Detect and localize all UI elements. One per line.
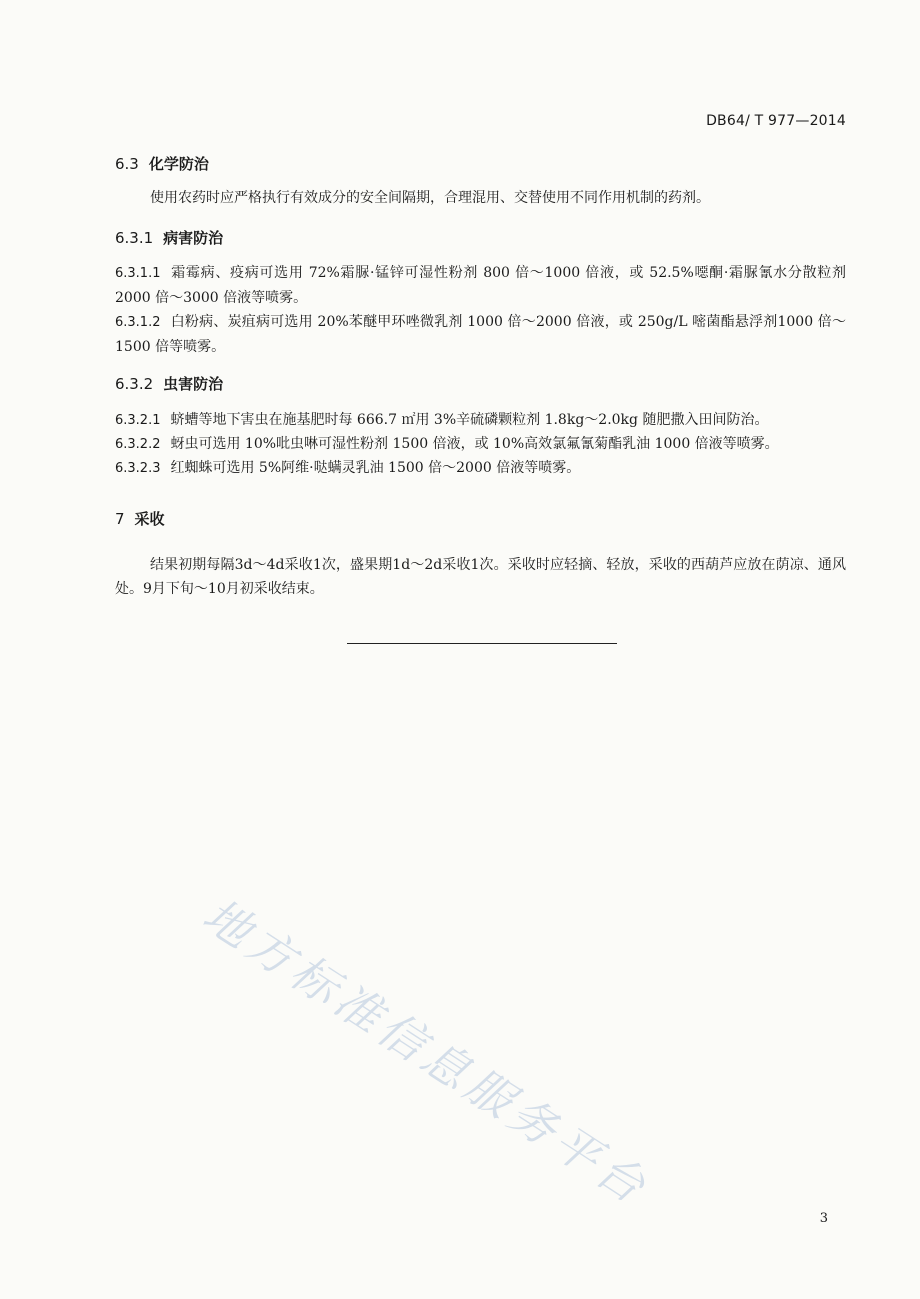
section-heading-7 (115, 508, 165, 529)
section-number: 6.3 (115, 155, 139, 173)
clause-number: 6.3.2.1 (115, 413, 161, 428)
paragraph-7: 结果初期每隔3d～4d采收1次，盛果期1d～2d采收1次。采收时应轻摘、轻放，采收的西葫芦应放在荫凉、通风处。9月下旬～10月初采收结束。 (115, 557, 846, 597)
section-title: 化学防治 (148, 155, 209, 173)
watermark: 地方标准信息服务平台 (193, 887, 660, 1217)
page-number: 3 (819, 1211, 828, 1226)
end-rule (347, 643, 617, 644)
paragraph-6-3-1-1 (115, 261, 846, 310)
clause-text: 蚜虫可选用 10%吡虫啉可湿性粉剂 1500 倍液，或 10%高效氯氟氰菊酯乳油 1000 倍液等喷雾。 (170, 436, 779, 452)
clause-text: 蛴螬等地下害虫在施基肥时每 666.7 ㎡用 3%辛硫磷颗粒剂 1.8kg～2.0kg 随肥撒入田间防治。 (170, 412, 769, 428)
clause-text: 红蜘蛛可选用 5%阿维·哒螨灵乳油 1500 倍～2000 倍液等喷雾。 (170, 460, 581, 476)
section-number: 6.3.1 (115, 229, 154, 247)
paragraph-6-3-2-1 (115, 408, 846, 433)
paragraph-6-3-intro: 使用农药时应严格执行有效成分的安全间隔期，合理混用、交替使用不同作用机制的药剂。 (150, 190, 710, 206)
document-code: DB64/ T 977—2014 (706, 113, 846, 129)
section-heading-6-3 (115, 153, 209, 174)
clause-number: 6.3.1.1 (115, 266, 161, 281)
section-title: 病害防治 (163, 229, 224, 247)
paragraph-6-3-1-2 (115, 310, 846, 359)
clause-text: 霜霉病、疫病可选用 72%霜脲·锰锌可湿性粉剂 800 倍～1000 倍液，或 52.5%噁酮·霜脲氰水分散粒剂 2000 倍～3000 倍液等喷雾。 (115, 265, 846, 306)
clause-number: 6.3.2.3 (115, 461, 161, 476)
clause-text: 白粉病、炭疽病可选用 20%苯醚甲环唑微乳剂 1000 倍～2000 倍液，或 250g/L 嘧菌酯悬浮剂1000 倍～1500 倍等喷雾。 (115, 314, 846, 355)
paragraph-6-3-2-2 (115, 432, 846, 457)
section-title: 虫害防治 (163, 375, 224, 393)
paragraph-6-3-2-3 (115, 456, 846, 481)
clause-number: 6.3.1.2 (115, 315, 161, 330)
section-number: 7 (115, 510, 125, 528)
section-title: 采收 (134, 510, 165, 528)
section-heading-6-3-1 (115, 227, 223, 248)
section-heading-6-3-2 (115, 373, 223, 394)
section-number: 6.3.2 (115, 375, 154, 393)
clause-number: 6.3.2.2 (115, 437, 161, 452)
